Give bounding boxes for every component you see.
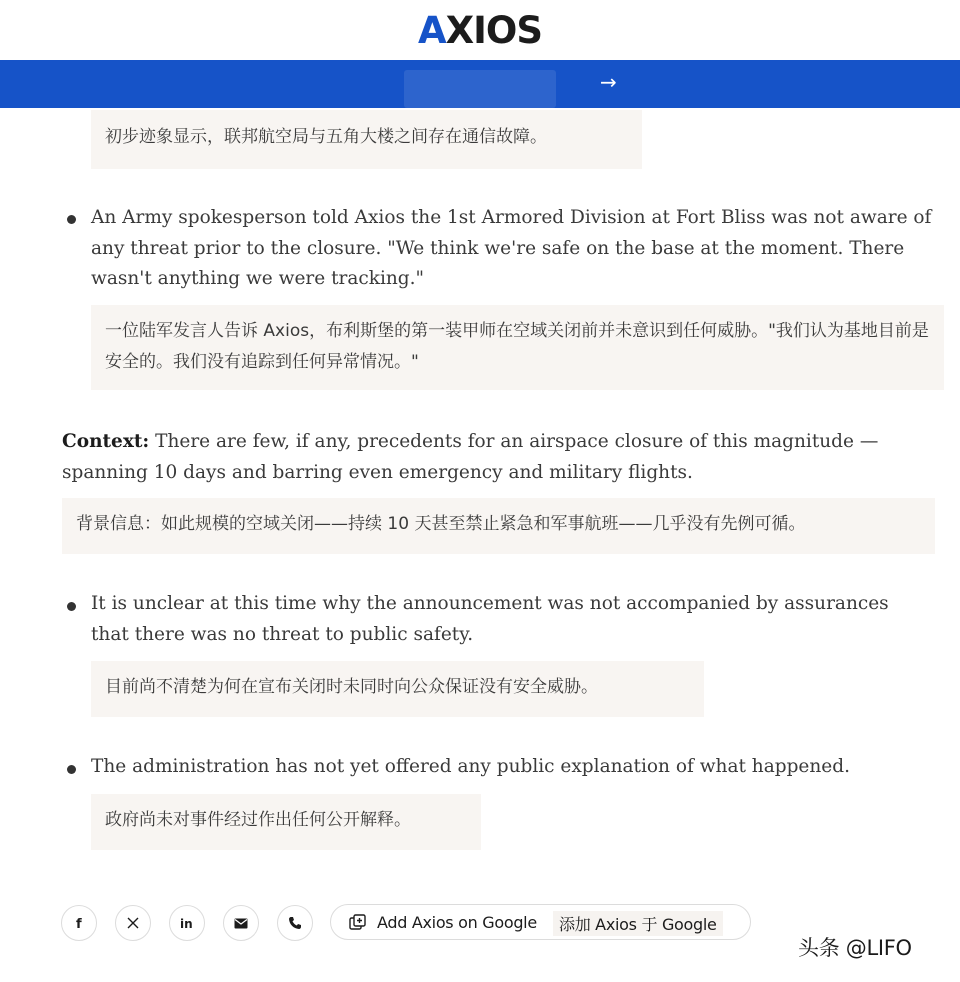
arrow-right-icon[interactable]: → <box>600 70 617 94</box>
add-axios-on-google-button[interactable] <box>330 904 751 940</box>
share-email-button[interactable] <box>223 905 259 941</box>
google-button-label: Add Axios on Google <box>377 913 537 932</box>
site-header <box>0 0 960 60</box>
context-paragraph <box>62 427 952 488</box>
blue-banner <box>0 60 960 108</box>
logo-text <box>418 9 542 52</box>
context-label: Context: <box>62 431 150 452</box>
share-phone-button[interactable] <box>277 905 313 941</box>
context-text: There are few, if any, precedents for an airspace closure of this magnitude — spanning 10 days and barring even emergency and military flights. <box>62 431 879 483</box>
bullet-icon <box>67 602 76 611</box>
share-linkedin-button[interactable] <box>169 905 205 941</box>
translation-box <box>91 110 642 169</box>
logo-rest-letters: XIOS <box>445 8 543 52</box>
watermark: 头条 @LIFO <box>798 936 912 960</box>
translation-box <box>91 661 704 717</box>
translation-text: 一位陆军发言人告诉 Axios，布利斯堡的第一装甲师在空域关闭前并未意识到任何威胁。"我们认为基地目前是安全的。我们没有追踪到任何异常情况。" <box>105 321 929 372</box>
share-x-button[interactable] <box>115 905 151 941</box>
linkedin-icon <box>179 916 195 930</box>
google-button-translation: 添加 Axios 于 Google <box>553 911 723 936</box>
bullet-icon <box>67 765 76 774</box>
svg-text:in: in <box>180 917 193 930</box>
translation-box <box>91 794 481 850</box>
bullet-paragraph: It is unclear at this time why the announcement was not accompanied by assurances that there was no threat to public safety. <box>91 593 889 645</box>
translation-text: 政府尚未对事件经过作出任何公开解释。 <box>105 810 411 830</box>
axios-logo[interactable] <box>0 0 960 60</box>
bullet-paragraph: An Army spokesperson told Axios the 1st Armored Division at Fort Bliss was not aware of any threat prior to the closure. "We think we're safe on the base at the moment. There wasn't anything we were tracking." <box>91 207 932 289</box>
translation-text: 目前尚不清楚为何在宣布关闭时未同时向公众保证没有安全威胁。 <box>105 677 598 697</box>
translation-text: 初步迹象显示，联邦航空局与五角大楼之间存在通信故障。 <box>105 127 547 147</box>
email-icon <box>234 918 248 929</box>
phone-icon <box>288 916 302 930</box>
translation-box <box>91 305 944 390</box>
facebook-icon <box>73 916 85 930</box>
banner-button[interactable] <box>404 70 556 108</box>
x-icon <box>126 916 140 930</box>
bullet-paragraph: The administration has not yet offered any public explanation of what happened. <box>91 756 850 777</box>
bullet-icon <box>67 215 76 224</box>
share-facebook-button[interactable] <box>61 905 97 941</box>
svg-text:f: f <box>76 917 82 930</box>
add-source-icon <box>349 914 367 932</box>
translation-box <box>62 498 935 554</box>
translation-text: 背景信息：如此规模的空域关闭——持续 10 天甚至禁止紧急和军事航班——几乎没有先例可循。 <box>76 514 806 534</box>
logo-accent-letter: A <box>417 8 446 52</box>
